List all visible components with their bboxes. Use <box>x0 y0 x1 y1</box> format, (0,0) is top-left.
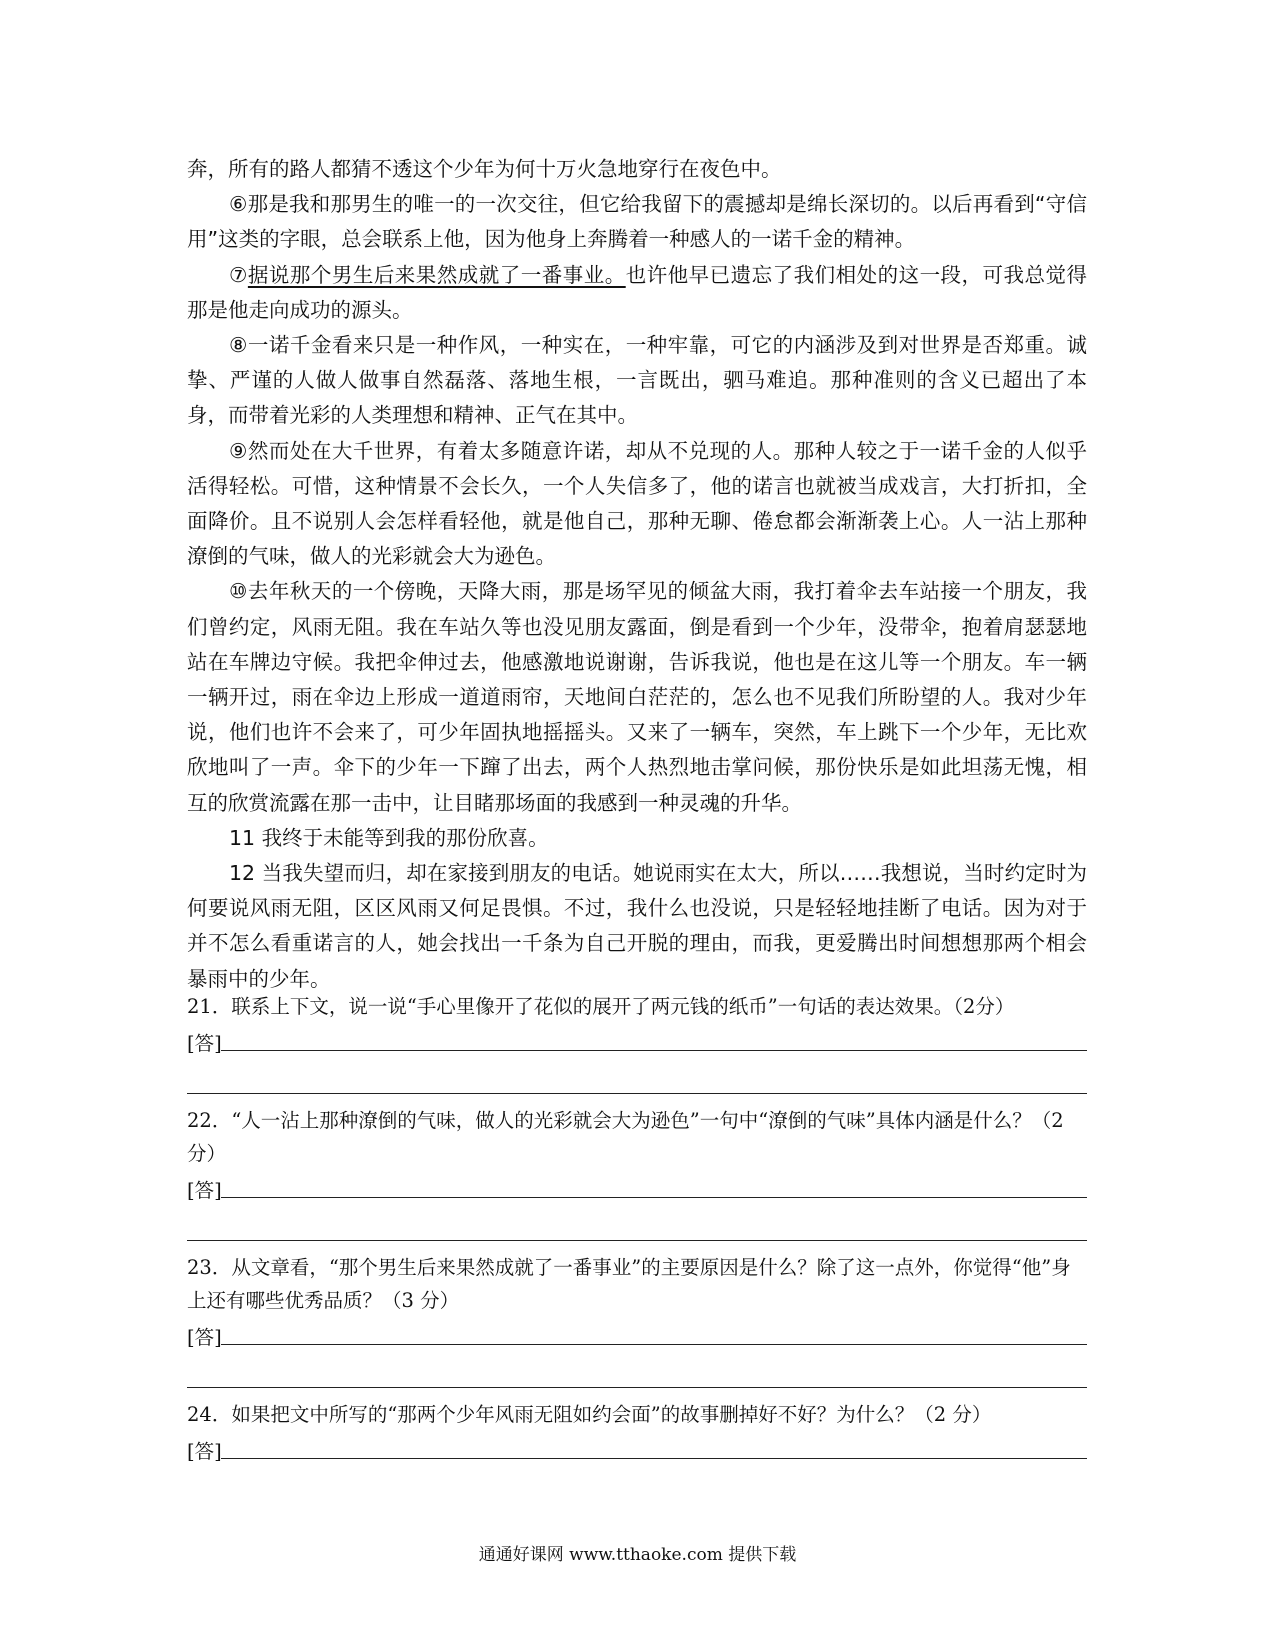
answer-line-extra[interactable] <box>187 1204 1087 1241</box>
paragraph-11: 11 我终于未能等到我的那份欣喜。 <box>229 825 549 850</box>
underlined-sentence: 据说那个男生后来果然成就了一番事业。 <box>247 262 626 287</box>
question-24: 24．如果把文中所写的“那两个少年风雨无阻如约会面”的故事删掉好不好？为什么？（2 分） <box>187 1403 992 1426</box>
page-footer: 通通好课网 www.tthaoke.com 提供下载 <box>478 1545 797 1565</box>
answer-line <box>221 1195 1087 1198</box>
question-21: 21．联系上下文，说一说“手心里像开了花似的展开了两元钱的纸币”一句话的表达效果。（2分） <box>187 995 1015 1018</box>
paragraph-7-rest: 也许他早已遗忘了我们相处的这一段，可我总觉得那是他走向成功的源头。 <box>187 262 1087 322</box>
reading-passage <box>187 152 1087 997</box>
answer-line-extra[interactable] <box>187 1351 1087 1388</box>
answer-line <box>221 1048 1087 1051</box>
paragraph-9: ⑨然而处在大千世界，有着太多随意许诺，却从不兑现的人。那种人较之于一诺千金的人似乎活得轻松。可惜，这种情景不会长久，一个人失信多了，他的诺言也就被当成戏言，大打折扣，全面降价。且不说别人会怎样看轻他，就是他自己，那种无聊、倦怠都会渐渐袭上心。人一沾上那种潦倒的气味，做人的光彩就会大为逊色。 <box>187 438 1087 569</box>
paragraph-7-number: ⑦ <box>229 262 248 287</box>
answer-23[interactable] <box>187 1317 1087 1351</box>
paragraph-8: ⑧一诺千金看来只是一种作风，一种实在，一种牢靠，可它的内涵涉及到对世界是否郑重。诚挚、严谨的人做人做事自然磊落、落地生根，一言既出，驷马难追。那种准则的含义已超出了本身，而带着光彩的人类理想和精神、正气在其中。 <box>187 333 1087 428</box>
paragraph-7 <box>187 258 1087 328</box>
answer-label: [答] <box>187 1179 222 1202</box>
paragraph-10: ⑩去年秋天的一个傍晚，天降大雨，那是场罕见的倾盆大雨，我打着伞去车站接一个朋友，我们曾约定，风雨无阻。我在车站久等也没见朋友露面，倒是看到一个少年，没带伞，抱着肩瑟瑟地站在车牌边守候。我把伞伸过去，他感激地说谢谢，告诉我说，他也是在这儿等一个朋友。车一辆一辆开过，雨在伞边上形成一道道雨帘，天地间白茫茫的，怎么也不见我们所盼望的人。我对少年说，他们也许不会来了，可少年固执地摇摇头。又来了一辆车，突然，车上跳下一个少年，无比欢欣地叫了一声。伞下的少年一下蹿了出去，两个人热烈地击掌问候，那份快乐是如此坦荡无愧，相互的欣赏流露在那一击中，让目睹那场面的我感到一种灵魂的升华。 <box>187 579 1087 815</box>
paragraph-6: ⑥那是我和那男生的唯一的一次交往，但它给我留下的震撼却是绵长深切的。以后再看到“守信用”这类的字眼，总会联系上他，因为他身上奔腾着一种感人的一诺千金的精神。 <box>187 192 1087 252</box>
question-23: 23．从文章看，“那个男生后来果然成就了一番事业”的主要原因是什么？除了这一点外，你觉得“他”身上还有哪些优秀品质？（3 分） <box>187 1256 1071 1312</box>
answer-line <box>221 1456 1087 1459</box>
paragraph-5-end: 奔，所有的路人都猜不透这个少年为何十万火急地穿行在夜色中。 <box>187 157 782 181</box>
answer-line-extra[interactable] <box>187 1057 1087 1094</box>
answer-21[interactable] <box>187 1023 1087 1057</box>
answer-24[interactable] <box>187 1431 1087 1465</box>
question-22: 22．“人一沾上那种潦倒的气味，做人的光彩就会大为逊色”一句中“潦倒的气味”具体内涵是什么？（2 分） <box>187 1109 1064 1165</box>
answer-22[interactable] <box>187 1170 1087 1204</box>
answer-label: [答] <box>187 1326 222 1349</box>
answer-line <box>221 1342 1087 1345</box>
answer-label: [答] <box>187 1440 222 1463</box>
answer-label: [答] <box>187 1032 222 1055</box>
questions <box>187 990 1087 1465</box>
paragraph-12: 12 当我失望而归，却在家接到朋友的电话。她说雨实在太大，所以……我想说，当时约定时为何要说风雨无阻，区区风雨又何足畏惧。不过，我什么也没说，只是轻轻地挂断了电话。因为对于并不怎么看重诺言的人，她会找出一千条为自己开脱的理由，而我，更爱腾出时间想想那两个相会暴雨中的少年。 <box>187 861 1087 991</box>
